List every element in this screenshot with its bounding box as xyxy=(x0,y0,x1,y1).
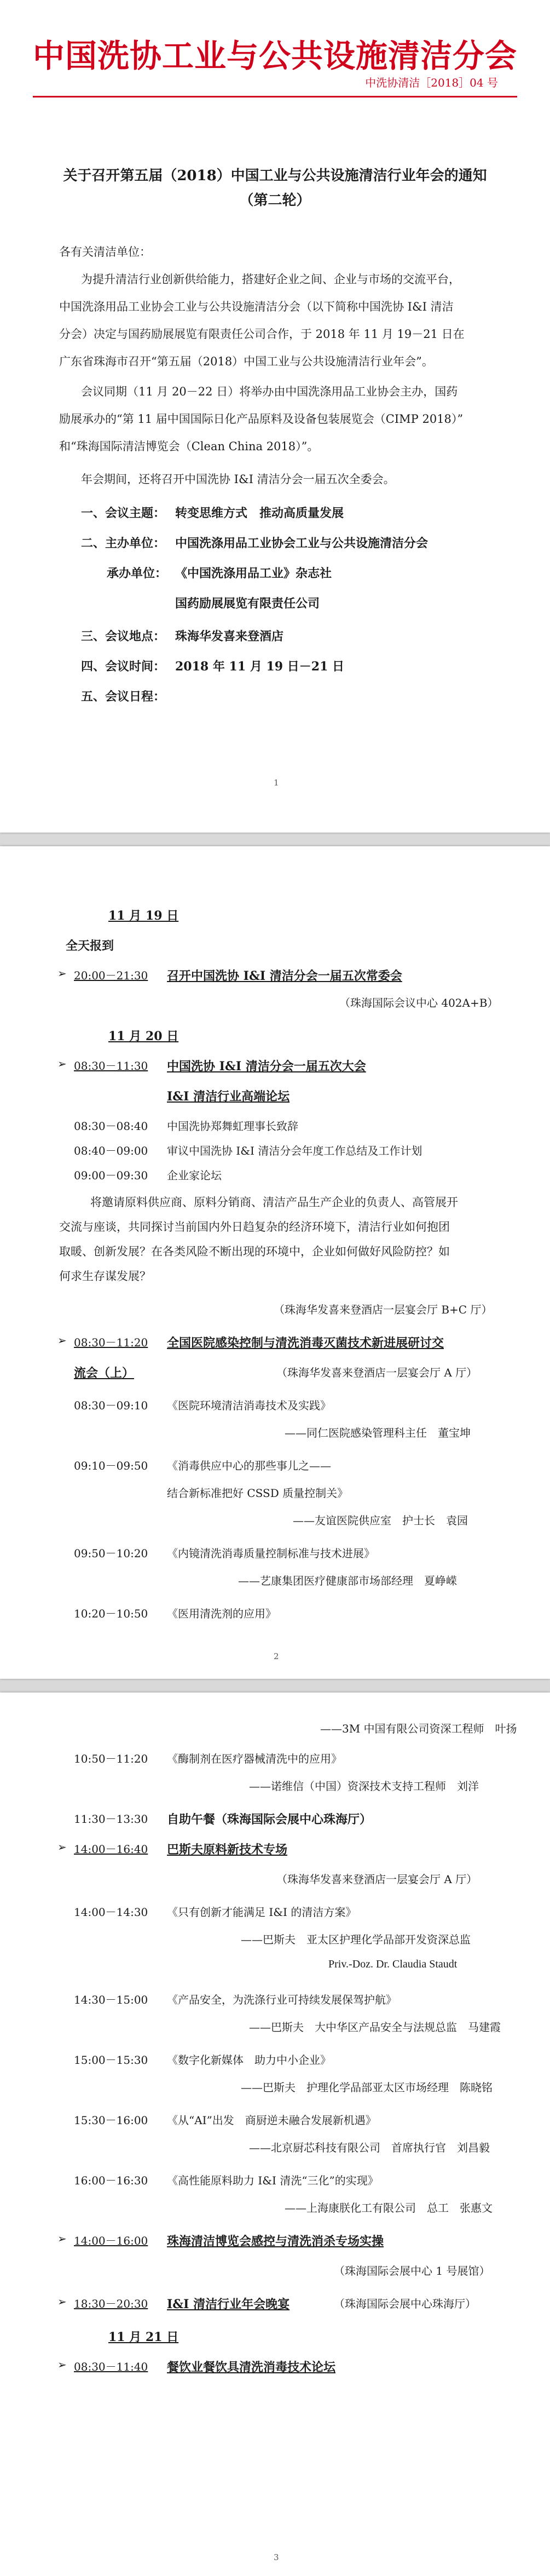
talk-speaker-name: Priv.-Doz. Dr. Claudia Staudt xyxy=(328,1958,458,1970)
section-theme-label: 一、会议主题： xyxy=(81,506,166,520)
para3: 年会期间，还将召开中国洗协 I&I 清洁分会一届五次全委会。 xyxy=(81,473,395,486)
agenda-time: 08:30－08:40 xyxy=(74,1120,148,1133)
page-number: 3 xyxy=(274,2552,279,2562)
lunch-label: 自助午餐（珠海国际会展中心珠海厅） xyxy=(167,1812,372,1827)
talk-title: 《酶制剂在医疗器械清洗中的应用》 xyxy=(167,1752,342,1765)
talk-time: 09:50－10:20 xyxy=(74,1547,148,1560)
talk-speaker: ——上海康朕化工有限公司 总工 张惠文 xyxy=(285,2201,493,2214)
talk-title-cont: 结合新标准把好 CSSD 质量控制关》 xyxy=(167,1487,349,1500)
day-nov21: 11 月 21 日 xyxy=(108,2330,179,2344)
event-time: 08:30－11:30 xyxy=(74,1059,148,1072)
para1-line4: 广东省珠海市召开“第五届（2018）中国工业与公共设施清洁行业年会”。 xyxy=(59,355,433,368)
event-title: I&I 清洁行业年会晚宴 xyxy=(167,2297,290,2311)
para2-line1: 会议同期（11 月 20－22 日）将举办由中国洗涤用品工业协会主办，国药 xyxy=(81,385,458,398)
section-venue-label: 三、会议地点： xyxy=(81,629,166,644)
bullet-arrow-icon: ➢ xyxy=(57,2295,67,2308)
event-location: （珠海国际会议中心 402A+B） xyxy=(339,996,499,1009)
talk-title: 《从“AI”出发 商厨逆未融合发展新机遇》 xyxy=(167,2114,377,2127)
bullet-arrow-icon: ➢ xyxy=(57,2358,67,2371)
section-organizer-value2: 国药励展展览有限责任公司 xyxy=(175,596,320,611)
talk-time: 16:00－16:30 xyxy=(74,2174,148,2187)
talk-speaker: ——友谊医院供应室 护士长 袁园 xyxy=(293,1514,468,1527)
talk-title: 《只有创新才能满足 I&I 的清洁方案》 xyxy=(167,1906,357,1919)
talk-title: 《高性能原料助力 I&I 清洗“三化”的实现》 xyxy=(167,2174,379,2187)
page-number: 1 xyxy=(274,778,279,788)
notice-subtitle: （第二轮） xyxy=(239,192,311,209)
day-nov19: 11 月 19 日 xyxy=(108,909,179,923)
talk-speaker: ——3M 中国有限公司资深工程师 叶扬 xyxy=(320,1722,517,1735)
talk-time: 14:30－15:00 xyxy=(74,1993,148,2006)
bullet-arrow-icon: ➢ xyxy=(57,2232,67,2245)
event-title: 中国洗协 I&I 清洁分会一届五次大会 xyxy=(167,1059,366,1074)
talk-title: 《医用清洗剂的应用》 xyxy=(167,1607,276,1620)
talk-speaker: ——诺维信（中国）资深技术支持工程师 刘洋 xyxy=(249,1780,479,1793)
org-title: 中国洗协工业与公共设施清洁分会 xyxy=(32,37,517,74)
talk-time: 10:20－10:50 xyxy=(74,1607,148,1620)
lunch-time: 11:30－13:30 xyxy=(74,1812,148,1826)
bullet-arrow-icon: ➢ xyxy=(57,1057,67,1070)
section-time-label: 四、会议时间： xyxy=(81,659,166,674)
page-3 xyxy=(0,1693,550,2576)
bullet-arrow-icon: ➢ xyxy=(57,1840,67,1854)
agenda-item: 企业家论坛 xyxy=(167,1169,222,1182)
page-1 xyxy=(0,0,550,833)
talk-speaker: ——北京厨芯科技有限公司 首席执行官 刘昌毅 xyxy=(249,2141,490,2154)
salutation: 各有关清洁单位： xyxy=(59,245,151,259)
forum-title: I&I 清洁行业高端论坛 xyxy=(167,1089,290,1104)
event-time: 20:00－21:30 xyxy=(74,969,148,982)
event-location: （珠海华发喜来登酒店一层宴会厅 A 厅） xyxy=(276,1366,478,1379)
event-time: 18:30－20:30 xyxy=(74,2297,148,2310)
event-title: 餐饮业餐饮具清洗消毒技术论坛 xyxy=(167,2360,336,2374)
event-time: 08:30－11:40 xyxy=(74,2360,148,2373)
header-divider xyxy=(33,96,517,97)
event-title: 珠海清洁博览会感控与清洗消杀专场实操 xyxy=(167,2234,384,2248)
agenda-item: 中国洗协郑舞虹理事长致辞 xyxy=(167,1120,298,1133)
forum-desc-line1: 将邀请原料供应商、原料分销商、清洁产品生产企业的负责人、高管展开 xyxy=(90,1196,458,1209)
notice-title: 关于召开第五届（2018）中国工业与公共设施清洁行业年会的通知 xyxy=(63,168,487,184)
agenda-time: 09:00－09:30 xyxy=(74,1169,148,1182)
talk-time: 15:00－15:30 xyxy=(74,2053,148,2067)
para1-line1: 为提升清洁行业创新供给能力，搭建好企业之间、企业与市场的交流平台， xyxy=(81,273,460,286)
talk-speaker: ——同仁医院感染管理科主任 董宝坤 xyxy=(285,1426,471,1439)
bullet-arrow-icon: ➢ xyxy=(57,967,67,980)
section-theme-value: 转变思维方式 推动高质量发展 xyxy=(175,506,344,520)
event-time: 14:00－16:00 xyxy=(74,2234,148,2247)
event-title-cont: 流会（上） xyxy=(74,1366,135,1380)
bullet-arrow-icon: ➢ xyxy=(57,1334,67,1347)
event-title: 全国医院感染控制与清洗消毒灭菌技术新进展研讨交 xyxy=(167,1336,444,1350)
agenda-item: 审议中国洗协 I&I 清洁分会年度工作总结及工作计划 xyxy=(167,1144,422,1157)
talk-title: 《内镜清洗消毒质量控制标准与技术进展》 xyxy=(167,1547,375,1560)
para2-line2: 励展承办的“第 11 届中国国际日化产品原料及设备包装展览会（CIMP 2018）” xyxy=(59,412,464,426)
para1-line2: 中国洗涤用品工业协会工业与公共设施清洁分会（以下简称中国洗协 I&I 清洁 xyxy=(59,300,454,313)
talk-time: 10:50－11:20 xyxy=(74,1752,148,1765)
talk-title: 《数字化新媒体 助力中小企业》 xyxy=(167,2053,331,2067)
talk-title: 《医院环境清洁消毒技术及实践》 xyxy=(167,1399,331,1412)
agenda-time: 08:40－09:00 xyxy=(74,1144,148,1157)
section-host-label: 二、主办单位： xyxy=(81,536,166,550)
page-number: 2 xyxy=(274,1651,279,1661)
section-time-value: 2018 年 11 月 19 日－21 日 xyxy=(175,659,345,674)
talk-time: 09:10－09:50 xyxy=(74,1459,148,1472)
forum-desc-line3: 取暖、创新发展？在各类风险不断出现的环境中，企业如何做好风险防控？如 xyxy=(59,1245,450,1258)
section-organizer-label: 承办单位： xyxy=(107,566,167,581)
doc-number: 中洗协清洁［2018］04 号 xyxy=(365,76,498,89)
talk-speaker: ——巴斯夫 大中华区产品安全与法规总监 马建霞 xyxy=(249,2021,501,2034)
para1-line3: 分会）决定与国药励展展览有限责任公司合作，于 2018 年 11 月 19－21 日在 xyxy=(59,328,465,341)
forum-desc-line4: 何求生存谋发展？ xyxy=(59,1270,151,1283)
para2-line3: 和“珠海国际清洁博览会（Clean China 2018）”。 xyxy=(59,440,319,453)
section-venue-value: 珠海华发喜来登酒店 xyxy=(175,629,284,644)
talk-speaker: ——巴斯夫 亚太区护理化学品部开发资深总监 xyxy=(241,1933,471,1946)
event-location: （珠海国际会展中心珠海厅） xyxy=(334,2297,476,2310)
event-time: 08:30－11:20 xyxy=(74,1336,148,1349)
section-schedule-label: 五、会议日程： xyxy=(81,690,166,704)
event-location: （珠海国际会展中心 1 号展馆） xyxy=(334,2264,490,2277)
talk-time: 15:30－16:00 xyxy=(74,2114,148,2127)
page-2 xyxy=(0,846,550,1679)
day-nov20: 11 月 20 日 xyxy=(108,1029,179,1043)
section-organizer-value1: 《中国洗涤用品工业》杂志社 xyxy=(175,566,332,581)
talk-speaker: ——巴斯夫 护理化学品部亚太区市场经理 陈晓铭 xyxy=(241,2081,493,2094)
event-location: （珠海华发喜来登酒店一层宴会厅 B+C 厅） xyxy=(274,1303,493,1316)
event-time: 14:00－16:40 xyxy=(74,1843,148,1856)
event-title: 巴斯夫原料新技术专场 xyxy=(167,1843,288,1857)
talk-title: 《消毒供应中心的那些事儿之—— xyxy=(167,1459,331,1472)
talk-time: 14:00－14:30 xyxy=(74,1906,148,1919)
event-title: 召开中国洗协 I&I 清洁分会一届五次常委会 xyxy=(167,969,402,983)
talk-speaker: ——艺康集团医疗健康部市场部经理 夏峥嵘 xyxy=(238,1574,457,1587)
event-location: （珠海华发喜来登酒店一层宴会厅 A 厅） xyxy=(276,1873,478,1886)
talk-time: 08:30－09:10 xyxy=(74,1399,148,1412)
forum-desc-line2: 交流与座谈，共同探讨当前国内外日趋复杂的经济环境下，清洁行业如何抱团 xyxy=(59,1220,450,1234)
talk-title: 《产品安全，为洗涤行业可持续发展保驾护航》 xyxy=(167,1993,397,2006)
day-nov19-sub: 全天报到 xyxy=(66,939,114,953)
section-host-value: 中国洗涤用品工业协会工业与公共设施清洁分会 xyxy=(175,536,429,550)
